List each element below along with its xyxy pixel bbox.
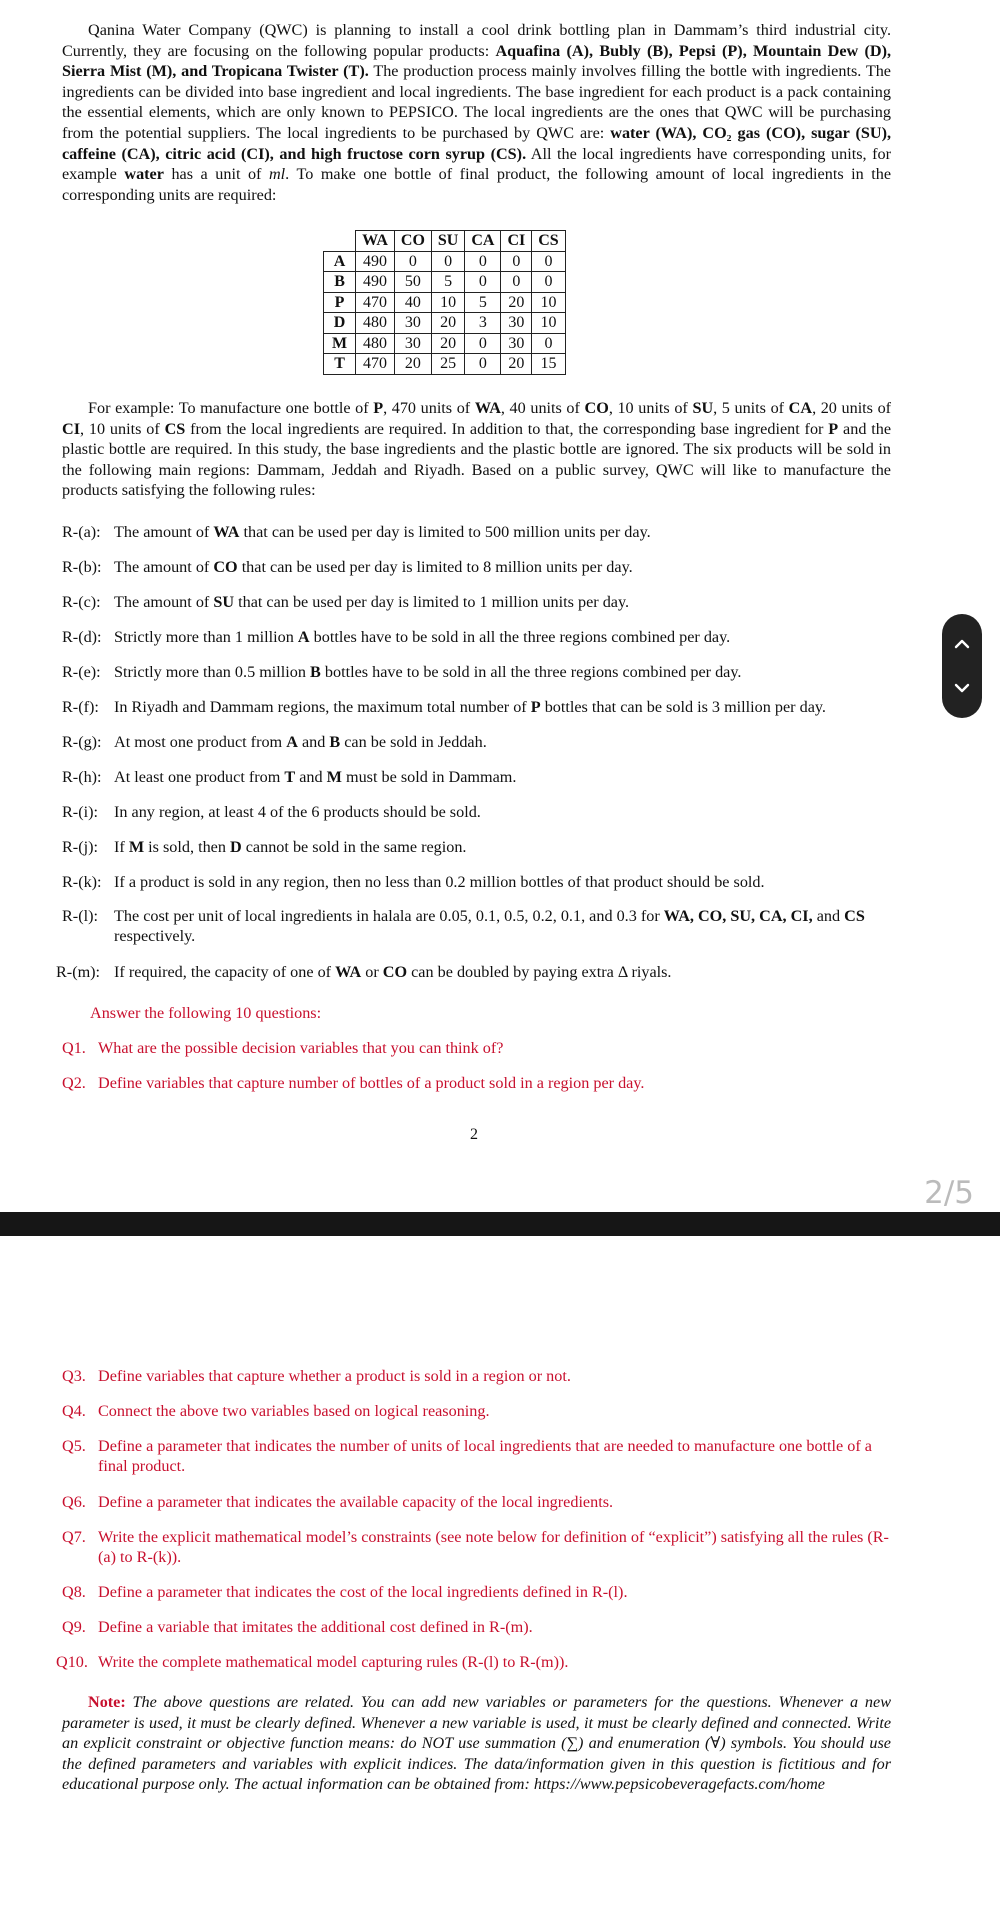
rule-term: A [297,628,310,646]
rule-fragment: In any region, at least 4 of the 6 products should be sold. [114,803,481,821]
rule-term: CS [844,907,865,925]
table-cell: 480 [356,313,395,334]
chevron-down-icon[interactable] [942,666,982,710]
example-text: , 5 units of [713,399,785,417]
example-text: from the local ingredients are required. In addition to that, the corresponding base ingredient for [190,419,824,438]
example-term: P [828,419,839,438]
column-header: SU [431,231,464,252]
example-term: CS [164,419,186,438]
question-text: What are the possible decision variables that you can think of? [98,1039,504,1057]
rule-term: B [329,733,341,751]
question-text: Write the explicit mathematical model’s constraints (see note below for definition of “explicit”) satisfying all the rules (R-(a) to R-(k)). [98,1528,889,1566]
rule-text [114,802,892,822]
rule-fragment: that can be used per day is limited to 1 million units per day. [238,593,630,611]
table-cell: 30 [501,333,532,354]
question-label: Q9. [62,1618,86,1636]
rule-fragment: The amount of [114,558,210,576]
example-text: , 470 units of [383,399,471,417]
rule-label: R-(g): [62,733,102,751]
row-header: M [324,333,356,354]
question-text: Define a parameter that indicates the cost of the local ingredients defined in R-(l). [98,1583,628,1601]
document-page-2 [0,1236,1000,1914]
example-term: CO [584,399,609,417]
table-row [324,313,566,334]
example-term: P [373,399,384,417]
rule-label: R-(j): [62,838,98,856]
local-ingredients-list: water (WA), CO₂ gas (CO), sugar (SU), caffeine (CA), citric acid (CI), and high fructose corn syrup (CS). [62,123,892,163]
row-header: T [324,354,356,375]
table-cell: 25 [431,354,464,375]
rule-term: T [284,768,296,786]
water-term: water [124,165,164,184]
table-cell: 0 [532,251,565,272]
rule-text [114,732,892,752]
chevron-up-icon[interactable] [942,622,982,666]
question-label: Q3. [62,1367,86,1385]
example-term: CA [788,399,813,417]
note-paragraph [62,1692,891,1795]
rule-label: R-(i): [62,803,98,821]
rule-label: R-(e): [62,663,101,681]
table-cell: 0 [532,333,565,354]
rule-term: P [530,698,541,716]
intro-text-2: The production process mainly involves filling the bottle with ingredients. The ingredients can be divided into base ingredient and local ingredients. The base ingredient for each product is a pack containing the essential elements, which are only known to PEPSICO. The local ingredients are the ones that QWC will be purchasing from the potential suppliers. The local ingredients to be purchased by QWC are: [62,62,891,142]
rule-fragment: can be doubled by paying extra Δ riyals. [411,963,672,981]
row-header: D [324,313,356,334]
table-header-row [324,231,566,252]
rule-text [114,767,892,787]
rule-fragment: must be sold in Dammam. [345,768,517,786]
rule-term: D [230,838,242,856]
question-label: Q7. [62,1528,86,1546]
question-label: Q4. [62,1402,86,1420]
example-term: SU [692,399,714,417]
table-cell: 20 [501,354,532,375]
table-corner-cell [324,231,356,252]
rule-term: WA [335,963,362,981]
question-text: Define a parameter that indicates the number of units of local ingredients that are needed to manufacture one bottle of a final product. [98,1437,872,1475]
rule-fragment: that can be used per day is limited to 8 million units per day. [241,558,633,576]
rule-label: R-(l): [62,907,98,925]
question-label: Q10. [56,1653,88,1671]
table-cell: 3 [465,313,501,334]
rule-fragment: respectively. [114,927,196,945]
answer-heading-text: Answer the following 10 questions: [90,1004,322,1022]
rule-term: M [326,768,342,786]
unit-term: ml [268,165,286,184]
table-cell: 30 [394,333,431,354]
example-text: , 20 units of [812,399,892,417]
products-list: Aquafina (A), Bubly (B), Pepsi (P), Mountain Dew (D), Sierra Mist (M), and Tropicana Twister (T). [62,41,892,81]
example-paragraph [62,398,891,501]
column-header: CI [501,231,532,252]
rule-fragment: If [114,838,125,856]
question-text: Define variables that capture whether a product is sold in a region or not. [98,1367,571,1385]
table-row [324,333,566,354]
table-cell: 0 [465,333,501,354]
table-cell: 5 [431,272,464,293]
table-cell: 0 [465,354,501,375]
rule-term: SU [213,593,235,611]
rule-text [114,906,892,946]
rule-fragment: or [365,963,379,981]
rule-fragment: bottles have to be sold in all the three regions combined per day. [324,663,742,681]
question-text: Write the complete mathematical model capturing rules (R-(l) to R-(m)). [98,1653,569,1671]
question-label: Q8. [62,1583,86,1601]
rule-fragment: The cost per unit of local ingredients in halala are 0.05, 0.1, 0.5, 0.2, 0.1, and 0.3 for [114,907,660,925]
table-cell: 490 [356,251,395,272]
rule-fragment: The amount of [114,523,210,541]
rule-fragment: At least one product from [114,768,281,786]
example-text: , 40 units of [500,399,580,417]
page-counter: 2/5 [924,1175,974,1211]
page-divider [0,1212,1000,1236]
question-label: Q5. [62,1437,86,1455]
table-cell: 20 [501,292,532,313]
rule-fragment: At most one product from [114,733,283,751]
rule-term: WA [213,523,240,541]
table-cell: 15 [532,354,565,375]
intro-paragraph [62,20,891,205]
rule-fragment: Strictly more than 1 million [114,628,294,646]
rule-fragment: If required, the capacity of one of [114,963,332,981]
intro-text-1: Qanina Water Company (QWC) is planning to install a cool drink bottling plan in Dammam’s third industrial city. Currently, they are focusing on the following popular products: [62,21,891,60]
example-text: , 10 units of [608,399,688,417]
question-text: Define a variable that imitates the additional cost defined in R-(m). [98,1618,533,1636]
rule-fragment: and [301,733,326,751]
rule-term: M [128,838,145,856]
column-header: CO [394,231,431,252]
note-text: The above questions are related. You can add new variables or parameters for the questions. Whenever a new parameter is used, it must be clearly defined. Whenever a new variable is used, it must be clearly defined and connected. Write an explicit constraint or objective function means: do NOT use summation (∑) and enumeration (∀) symbols. You should use the defined parameters and variables with explicit indices. The data/information given in this question is fictitious and for educational purpose only. The actual information can be obtained from: https://www.pepsicobeveragefacts.com/home [62,1693,891,1794]
table-cell: 490 [356,272,395,293]
rule-text [114,962,892,982]
table-cell: 50 [394,272,431,293]
table-cell: 10 [532,313,565,334]
rule-term: CO [382,963,408,981]
intro-text-4: has a unit of [171,165,262,184]
table-row [324,251,566,272]
rule-text [114,592,892,612]
table-row [324,292,566,313]
table-row [324,272,566,293]
table-cell: 30 [394,313,431,334]
intro-text-3: All the local ingredients have corresponding units, for example [62,144,892,184]
table-cell: 0 [431,251,464,272]
rule-label: R-(m): [56,963,101,981]
rule-label: R-(k): [62,873,102,891]
rule-text [114,627,892,647]
rule-fragment: bottles have to be sold in all the three regions combined per day. [313,628,731,646]
column-header: CS [532,231,565,252]
rule-label: R-(c): [62,593,101,611]
rule-fragment: Strictly more than 0.5 million [114,663,306,681]
table-cell: 470 [356,292,395,313]
table-cell: 0 [465,272,501,293]
rule-fragment: cannot be sold in the same region. [245,838,467,856]
rule-fragment: that can be used per day is limited to 500 million units per day. [243,523,651,541]
column-header: WA [356,231,395,252]
rule-text [114,837,892,857]
table-cell: 20 [431,333,464,354]
rule-term: WA, CO, SU, CA, CI, [663,907,813,925]
row-header: B [324,272,356,293]
rule-fragment: In Riyadh and Dammam regions, the maximum total number of [114,698,527,716]
answer-heading [90,1003,920,1023]
table-row [324,354,566,375]
page-navigator [942,614,982,718]
rule-label: R-(f): [62,698,99,716]
table-cell: 40 [394,292,431,313]
rule-label: R-(b): [62,558,102,576]
question-label: Q1. [62,1039,86,1057]
table-cell: 5 [465,292,501,313]
rule-text [114,872,892,892]
table-cell: 20 [394,354,431,375]
example-text: For example: To manufacture one bottle of [88,399,369,417]
rule-label: R-(d): [62,628,102,646]
column-header: CA [465,231,501,252]
table-cell: 480 [356,333,395,354]
intro-text-5: . To make one bottle of final product, the following amount of local ingredients in the corresponding units are required: [62,165,892,204]
row-header: P [324,292,356,313]
example-text: and the plastic bottle are required. In this study, the base ingredients and the plastic bottle are ignored. The six products will be sold in the following main regions: Dammam, Jeddah and Riyadh. Based on a public survey, QWC will like to manufacture the products satisfying the following rules: [62,419,892,500]
rule-fragment: is sold, then [148,838,226,856]
table-cell: 10 [431,292,464,313]
rule-text [114,522,892,542]
table-cell: 0 [501,251,532,272]
page-number: 2 [470,1126,478,1143]
table-cell: 0 [532,272,565,293]
rule-term: CO [213,558,238,576]
rule-fragment: can be sold in Jeddah. [344,733,487,751]
example-term: CI [62,419,80,438]
question-label: Q2. [62,1074,86,1092]
table-cell: 0 [501,272,532,293]
rule-term: B [310,663,321,681]
table-cell: 10 [532,292,565,313]
question-label: Q6. [62,1493,86,1511]
rule-fragment: If a product is sold in any region, then no less than 0.2 million bottles of that product should be sold. [114,873,765,891]
question-text: Connect the above two variables based on logical reasoning. [98,1402,490,1420]
rule-label: R-(h): [62,768,102,786]
table-cell: 0 [394,251,431,272]
row-header: A [324,251,356,272]
rule-label: R-(a): [62,523,101,541]
rule-text [114,662,892,682]
rule-fragment: The amount of [114,593,210,611]
example-text: , 10 units of [80,419,160,438]
example-term: WA [474,399,501,417]
ingredients-table [323,230,566,375]
table-cell: 0 [465,251,501,272]
rule-term: A [286,733,298,751]
table-cell: 30 [501,313,532,334]
table-cell: 470 [356,354,395,375]
table-cell: 20 [431,313,464,334]
question-text: Define variables that capture number of bottles of a product sold in a region per day. [98,1074,645,1092]
question-text: Define a parameter that indicates the available capacity of the local ingredients. [98,1493,614,1511]
rule-fragment: and [299,768,323,786]
rule-text [114,697,892,717]
rule-fragment: bottles that can be sold is 3 million per day. [544,698,826,716]
rule-text [114,557,892,577]
rule-fragment: and [816,907,841,925]
note-label: Note: [88,1693,126,1711]
